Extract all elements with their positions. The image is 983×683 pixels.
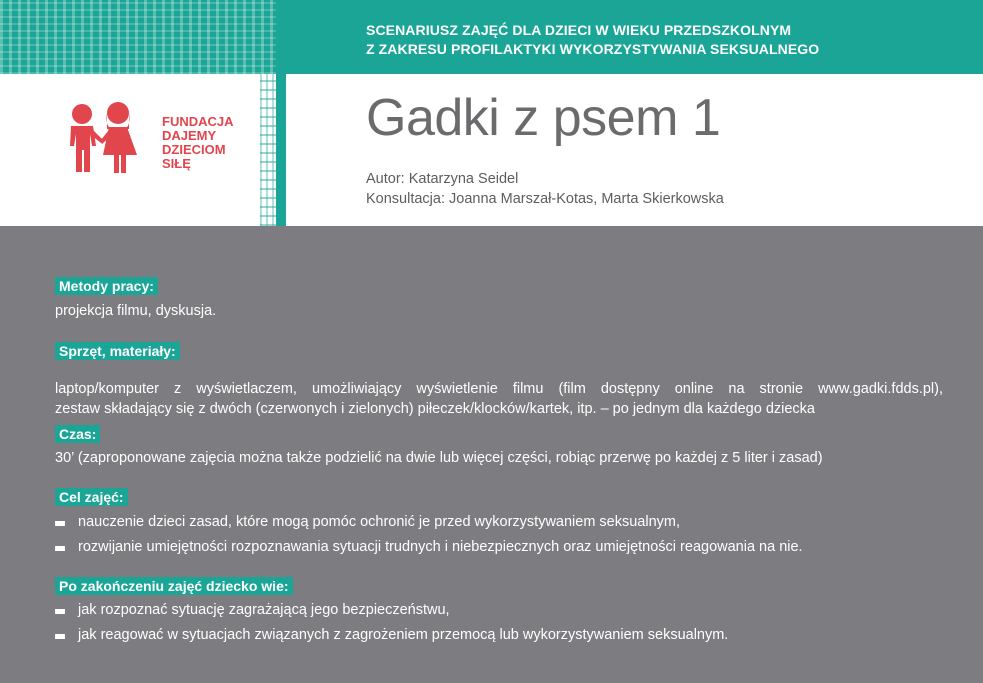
foundation-name-line2: DAJEMY	[162, 128, 217, 143]
bullet-icon	[55, 546, 65, 551]
header-divider	[276, 0, 286, 226]
bullet-icon	[55, 634, 65, 639]
decorative-strip	[260, 74, 276, 226]
bullet-icon	[55, 521, 65, 526]
materials-line1: laptop/komputer z wyświetlaczem, umożliwiający wyświetlenie filmu (film dostępny online na stronie www.gadki.fdds.pl),	[55, 381, 943, 397]
credits	[366, 169, 724, 209]
outcome-label: Po zakończeniu zajęć dziecko wie:	[55, 577, 293, 595]
scenario-heading-line1: SCENARIUSZ ZAJĘĆ DLA DZIECI W WIEKU PRZEDSZKOLNYM	[366, 22, 792, 38]
methods-label: Metody pracy:	[55, 277, 158, 295]
scenario-heading	[366, 21, 819, 59]
children-logo-icon	[60, 100, 156, 180]
outcome-item-text: jak reagować w sytuacjach związanych z zagrożeniem przemocą lub wykorzystywaniem seksualnym.	[78, 627, 729, 643]
time-text: 30’ (zaproponowane zajęcia można także podzielić na dwie lub więcej części, robiąc przerwę po każdej z 5 liter i zasad)	[55, 450, 823, 466]
goal-item-text: rozwijanie umiejętności rozpoznawania sytuacji trudnych i niebezpiecznych oraz umiejętności reagowania na nie.	[78, 539, 803, 555]
author-line: Autor: Katarzyna Seidel	[366, 171, 519, 187]
materials-label: Sprzęt, materiały:	[55, 342, 180, 360]
foundation-logo	[60, 100, 240, 180]
decorative-pattern	[0, 0, 276, 74]
time-label: Czas:	[55, 425, 100, 443]
bullet-icon	[55, 609, 65, 614]
page-title: Gadki z psem 1	[366, 89, 721, 147]
content-panel	[0, 226, 983, 683]
outcome-item-text: jak rozpoznać sytuację zagrażającą jego bezpieczeństwu,	[78, 602, 450, 618]
foundation-name-line4: SIŁĘ	[162, 156, 191, 171]
materials-line2: zestaw składający się z dwóch (czerwonych i zielonych) piłeczek/klocków/kartek, itp. – po jednym dla każdego dziecka	[55, 401, 815, 417]
consultation-line: Konsultacja: Joanna Marszał-Kotas, Marta Skierkowska	[366, 191, 724, 207]
goal-item-text: nauczenie dzieci zasad, które mogą pomóc ochronić je przed wykorzystywaniem seksualnym,	[78, 514, 681, 530]
foundation-name	[162, 115, 234, 171]
foundation-name-line1: FUNDACJA	[162, 114, 234, 129]
goal-label: Cel zajęć:	[55, 488, 128, 506]
materials-text	[55, 379, 943, 419]
foundation-name-line3: DZIECIOM	[162, 142, 226, 157]
methods-text: projekcja filmu, dyskusja.	[55, 303, 217, 319]
scenario-heading-line2: Z ZAKRESU PROFILAKTYKI WYKORZYSTYWANIA SEKSUALNEGO	[366, 41, 820, 57]
